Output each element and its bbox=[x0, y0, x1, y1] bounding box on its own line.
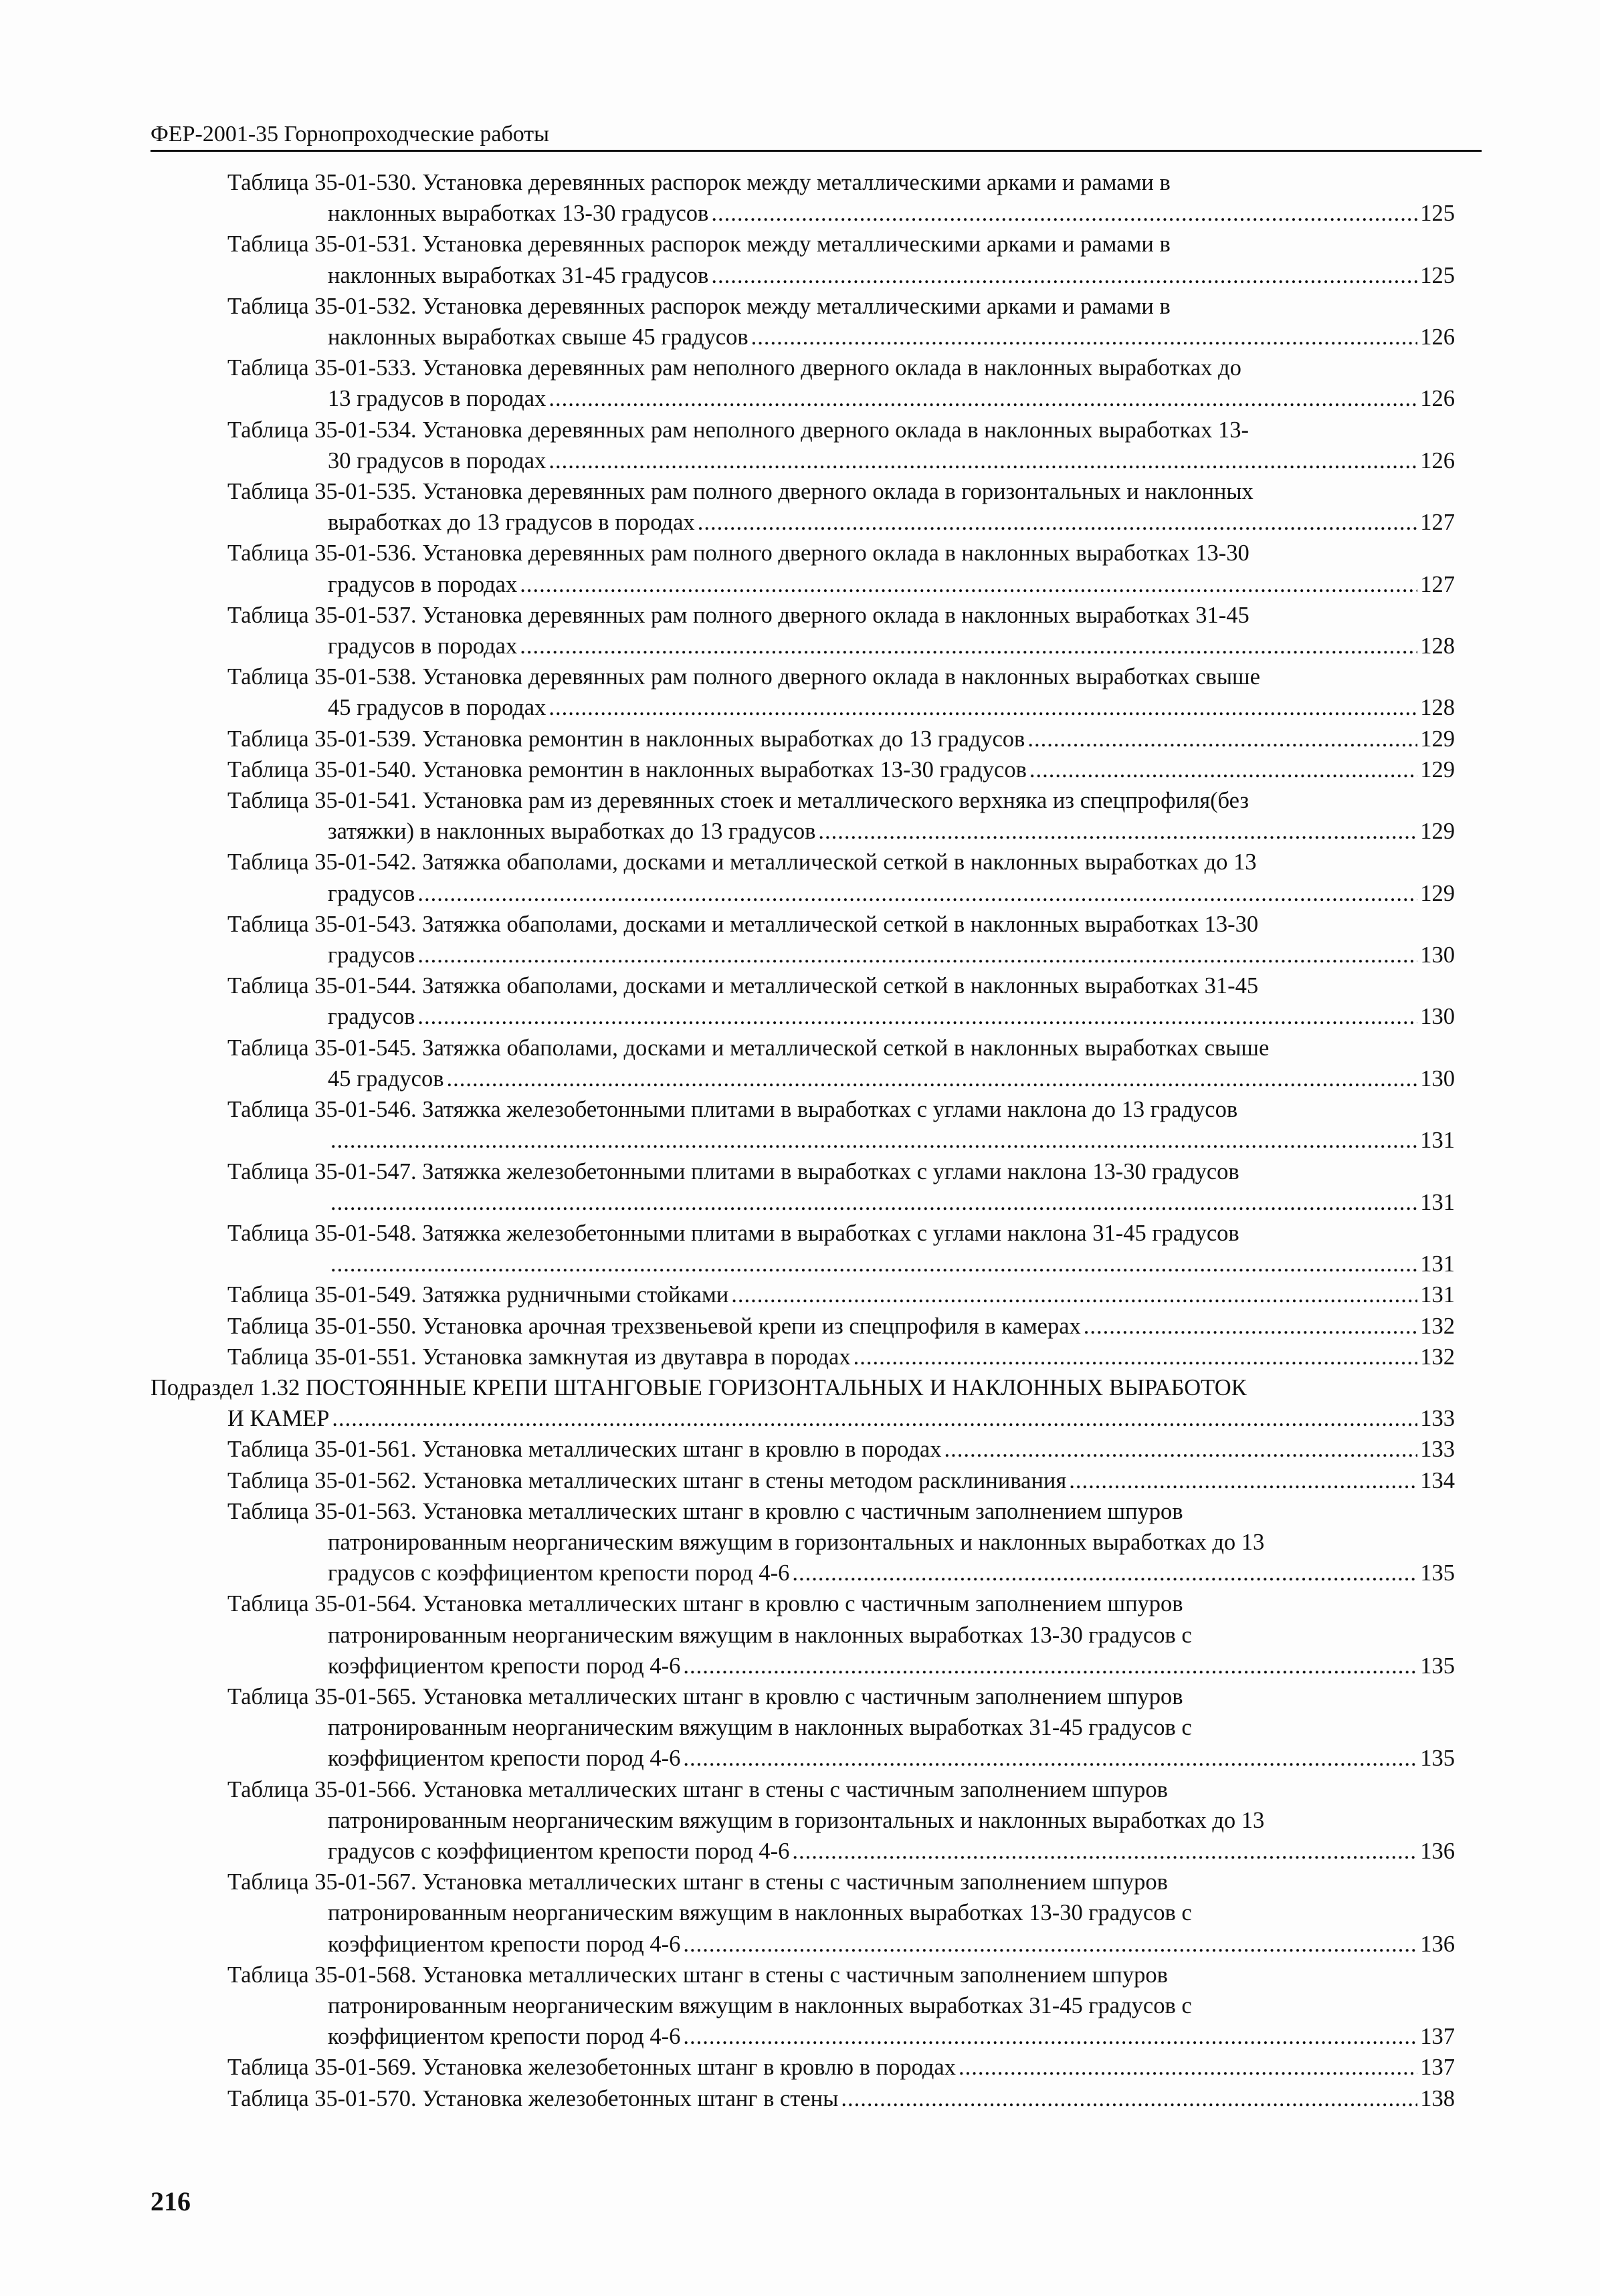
dot-leader bbox=[698, 507, 1418, 538]
dot-leader bbox=[711, 198, 1417, 229]
dot-leader bbox=[548, 383, 1417, 414]
toc-entry-text: патронированным неорганическим вяжущим в наклонных выработках 13-30 градусов с bbox=[328, 1900, 1192, 1926]
dot-leader bbox=[330, 1125, 1417, 1156]
table-of-contents bbox=[151, 167, 1455, 2114]
toc-entry-text: Таблица 35-01-533. Установка деревянных рам неполного дверного оклада в наклонных выработках до bbox=[227, 355, 1241, 381]
toc-entry-text: Таблица 35-01-561. Установка металлических штанг в кровлю в породах bbox=[227, 1437, 942, 1463]
toc-entry[interactable] bbox=[151, 724, 1455, 754]
toc-entry-text: 45 градусов bbox=[328, 1065, 444, 1091]
toc-entry-text: 13 градусов в породах bbox=[328, 386, 546, 412]
dot-leader bbox=[417, 940, 1417, 970]
toc-entry-text: Таблица 35-01-538. Установка деревянных рам полного дверного оклада в наклонных выработках свыше bbox=[227, 664, 1260, 690]
toc-entry-text: патронированным неорганическим вяжущим в горизонтальных и наклонных выработках до 13 bbox=[328, 1529, 1265, 1555]
toc-entry[interactable] bbox=[151, 970, 1455, 1032]
toc-entry-text: Таблица 35-01-546. Затяжка железобетонными плитами в выработках с углами наклона до 13 градусов bbox=[227, 1097, 1238, 1123]
toc-entry-text: градусов bbox=[328, 1004, 415, 1030]
toc-page-number: 135 bbox=[1420, 1560, 1455, 1586]
toc-entry[interactable] bbox=[151, 1681, 1455, 1774]
toc-page-number: 129 bbox=[1420, 819, 1455, 845]
toc-entry[interactable] bbox=[151, 476, 1455, 538]
dot-leader bbox=[683, 1743, 1417, 1774]
toc-entry[interactable] bbox=[151, 1960, 1455, 2053]
toc-page-number: 128 bbox=[1420, 633, 1455, 659]
toc-entry-text: Таблица 35-01-550. Установка арочная трехзвеньевой крепи из спецпрофиля в камерах bbox=[227, 1313, 1081, 1339]
dot-leader bbox=[1029, 754, 1417, 785]
toc-entry-text: Таблица 35-01-569. Установка железобетонных штанг в кровлю в породах bbox=[227, 2055, 956, 2081]
toc-entry[interactable] bbox=[151, 1311, 1455, 1342]
toc-page-number: 127 bbox=[1420, 571, 1455, 597]
toc-entry[interactable] bbox=[151, 909, 1455, 970]
toc-entry[interactable] bbox=[151, 847, 1455, 908]
toc-entry-text: патронированным неорганическим вяжущим в наклонных выработках 31-45 градусов с bbox=[328, 1715, 1192, 1741]
toc-entry-text: градусов с коэффициентом крепости пород 4-6 bbox=[328, 1838, 790, 1864]
toc-entry-text: Таблица 35-01-542. Затяжка обаполами, досками и металлической сеткой в наклонных выработках до 13 bbox=[227, 849, 1257, 875]
toc-entry[interactable] bbox=[151, 538, 1455, 599]
toc-entry[interactable] bbox=[151, 1342, 1455, 1372]
toc-entry-text: Таблица 35-01-541. Установка рам из деревянных стоек и металлического верхняка из спецпрофиля(без bbox=[227, 788, 1249, 814]
toc-page-number: 126 bbox=[1420, 386, 1455, 412]
toc-page-number: 131 bbox=[1420, 1189, 1455, 1215]
toc-entry-text: Таблица 35-01-566. Установка металлических штанг в стены с частичным заполнением шпуров bbox=[227, 1776, 1168, 1802]
toc-page-number: 130 bbox=[1420, 942, 1455, 968]
toc-entry-text: патронированным неорганическим вяжущим в наклонных выработках 13-30 градусов с bbox=[328, 1622, 1192, 1648]
toc-page-number: 131 bbox=[1420, 1128, 1455, 1154]
toc-page-number: 126 bbox=[1420, 447, 1455, 474]
toc-page-number: 129 bbox=[1420, 880, 1455, 906]
dot-leader bbox=[683, 1929, 1417, 1960]
toc-entry[interactable] bbox=[151, 352, 1455, 414]
dot-leader bbox=[711, 260, 1417, 291]
toc-section-entry[interactable] bbox=[151, 1372, 1455, 1434]
toc-page-number: 131 bbox=[1420, 1282, 1455, 1308]
dot-leader bbox=[332, 1403, 1417, 1434]
toc-entry-text: 30 градусов в породах bbox=[328, 447, 546, 474]
toc-page-number: 132 bbox=[1420, 1313, 1455, 1339]
toc-entry[interactable] bbox=[151, 1279, 1455, 1310]
toc-entry[interactable] bbox=[151, 1774, 1455, 1867]
toc-page-number: 126 bbox=[1420, 324, 1455, 350]
toc-entry[interactable] bbox=[151, 1588, 1455, 1681]
toc-entry-text: Таблица 35-01-543. Затяжка обаполами, досками и металлической сеткой в наклонных выработках 13-30 bbox=[227, 911, 1259, 937]
toc-entry-text: патронированным неорганическим вяжущим в наклонных выработках 31-45 градусов с bbox=[328, 1992, 1192, 2018]
toc-entry[interactable] bbox=[151, 167, 1455, 229]
dot-leader bbox=[548, 445, 1417, 476]
dot-leader bbox=[731, 1279, 1417, 1310]
toc-page-number: 137 bbox=[1420, 2024, 1455, 2050]
toc-entry-text: затяжки) в наклонных выработках до 13 градусов bbox=[328, 819, 816, 845]
toc-page-number: 135 bbox=[1420, 1746, 1455, 1772]
header-title: ФЕР-2001-35 Горнопроходческие работы bbox=[151, 122, 549, 146]
dot-leader bbox=[548, 692, 1417, 723]
toc-entry-text: градусов в породах bbox=[328, 633, 518, 659]
dot-leader bbox=[1027, 724, 1417, 754]
toc-entry-text: выработках до 13 градусов в породах bbox=[328, 510, 695, 536]
toc-entry[interactable] bbox=[151, 600, 1455, 661]
toc-entry-text: коэффициентом крепости пород 4-6 bbox=[328, 2024, 681, 2050]
dot-leader bbox=[792, 1836, 1417, 1867]
toc-entry[interactable] bbox=[151, 1496, 1455, 1589]
toc-page-number: 136 bbox=[1420, 1838, 1455, 1864]
toc-entry[interactable] bbox=[151, 229, 1455, 290]
toc-entry-text: Таблица 35-01-532. Установка деревянных распорок между металлическими арками и рамами в bbox=[227, 293, 1171, 319]
toc-page-number: 138 bbox=[1420, 2085, 1455, 2111]
dot-leader bbox=[1084, 1311, 1417, 1342]
dot-leader bbox=[959, 2052, 1417, 2083]
toc-entry[interactable] bbox=[151, 1094, 1455, 1156]
page-number: 216 bbox=[151, 2186, 191, 2216]
toc-entry-text: коэффициентом крепости пород 4-6 bbox=[328, 1746, 681, 1772]
toc-entry[interactable] bbox=[151, 2083, 1455, 2114]
toc-entry-text: патронированным неорганическим вяжущим в горизонтальных и наклонных выработках до 13 bbox=[328, 1807, 1265, 1833]
toc-page-number: 125 bbox=[1420, 262, 1455, 288]
toc-page-number: 129 bbox=[1420, 756, 1455, 782]
toc-entry-text: Таблица 35-01-565. Установка металлических штанг в кровлю с частичным заполнением шпуров bbox=[227, 1683, 1183, 1709]
toc-entry-text: Подраздел 1.32 ПОСТОЯННЫЕ КРЕПИ ШТАНГОВЫЕ ГОРИЗОНТАЛЬНЫХ И НАКЛОННЫХ ВЫРАБОТОК bbox=[151, 1374, 1247, 1400]
toc-entry-text: градусов с коэффициентом крепости пород 4-6 bbox=[328, 1560, 790, 1586]
dot-leader bbox=[330, 1187, 1417, 1218]
toc-entry[interactable] bbox=[151, 1218, 1455, 1279]
toc-entry-text: коэффициентом крепости пород 4-6 bbox=[328, 1653, 681, 1679]
toc-page-number: 128 bbox=[1420, 695, 1455, 721]
dot-leader bbox=[520, 631, 1417, 661]
toc-entry[interactable] bbox=[151, 754, 1455, 785]
toc-entry-text: градусов в породах bbox=[328, 571, 518, 597]
toc-entry-text: градусов bbox=[328, 880, 415, 906]
toc-entry[interactable] bbox=[151, 2052, 1455, 2083]
toc-entry-text: Таблица 35-01-537. Установка деревянных рам полного дверного оклада в наклонных выработках 31-45 bbox=[227, 602, 1249, 628]
dot-leader bbox=[841, 2083, 1417, 2114]
toc-entry-text: Таблица 35-01-536. Установка деревянных рам полного дверного оклада в наклонных выработках 13-30 bbox=[227, 540, 1249, 566]
toc-entry-text: наклонных выработках свыше 45 градусов bbox=[328, 324, 748, 350]
toc-page-number: 129 bbox=[1420, 726, 1455, 752]
page-header bbox=[151, 119, 1482, 152]
toc-page-number: 133 bbox=[1420, 1437, 1455, 1463]
dot-leader bbox=[683, 1651, 1417, 1681]
toc-entry-text: Таблица 35-01-563. Установка металлических штанг в кровлю с частичным заполнением шпуров bbox=[227, 1498, 1183, 1524]
toc-entry-text: Таблица 35-01-530. Установка деревянных распорок между металлическими арками и рамами в bbox=[227, 170, 1171, 195]
toc-page-number: 135 bbox=[1420, 1653, 1455, 1679]
toc-entry-text: Таблица 35-01-568. Установка металлических штанг в стены с частичным заполнением шпуров bbox=[227, 1962, 1168, 1988]
dot-leader bbox=[683, 2021, 1417, 2052]
toc-entry-text: Таблица 35-01-548. Затяжка железобетонными плитами в выработках с углами наклона 31-45 градусов bbox=[227, 1220, 1239, 1246]
toc-entry-text: Таблица 35-01-562. Установка металлических штанг в стены методом расклинивания bbox=[227, 1467, 1067, 1493]
toc-entry[interactable] bbox=[151, 1867, 1455, 1960]
toc-entry-text: наклонных выработках 13-30 градусов bbox=[328, 201, 709, 227]
toc-entry-text: Таблица 35-01-547. Затяжка железобетонными плитами в выработках с углами наклона 13-30 градусов bbox=[227, 1158, 1239, 1184]
toc-entry[interactable] bbox=[151, 1033, 1455, 1094]
toc-entry-text: Таблица 35-01-545. Затяжка обаполами, досками и металлической сеткой в наклонных выработках свыше bbox=[227, 1035, 1270, 1061]
toc-page-number: 133 bbox=[1420, 1406, 1455, 1432]
toc-entry[interactable] bbox=[151, 661, 1455, 723]
toc-entry-text: 45 градусов в породах bbox=[328, 695, 546, 721]
toc-entry-text: Таблица 35-01-551. Установка замкнутая из двутавра в породах bbox=[227, 1344, 851, 1370]
toc-entry-text: Таблица 35-01-549. Затяжка рудничными стойками bbox=[227, 1282, 729, 1308]
toc-page-number: 127 bbox=[1420, 510, 1455, 536]
dot-leader bbox=[944, 1434, 1417, 1465]
toc-entry-text: наклонных выработках 31-45 градусов bbox=[328, 262, 709, 288]
toc-entry[interactable] bbox=[151, 291, 1455, 352]
toc-entry-text: Таблица 35-01-544. Затяжка обаполами, досками и металлической сеткой в наклонных выработках 31-45 bbox=[227, 973, 1259, 999]
dot-leader bbox=[818, 816, 1417, 847]
toc-entry-text: И КАМЕР bbox=[227, 1406, 330, 1432]
toc-page-number: 125 bbox=[1420, 201, 1455, 227]
dot-leader bbox=[417, 1001, 1417, 1032]
toc-page-number: 130 bbox=[1420, 1004, 1455, 1030]
dot-leader bbox=[447, 1063, 1418, 1094]
toc-entry-text: Таблица 35-01-534. Установка деревянных рам неполного дверного оклада в наклонных выработках 13- bbox=[227, 417, 1249, 443]
dot-leader bbox=[330, 1249, 1417, 1279]
dot-leader bbox=[751, 322, 1418, 352]
dot-leader bbox=[417, 878, 1417, 909]
toc-entry-text: Таблица 35-01-567. Установка металлических штанг в стены с частичным заполнением шпуров bbox=[227, 1869, 1168, 1895]
toc-page-number: 134 bbox=[1420, 1467, 1455, 1493]
toc-entry[interactable] bbox=[151, 1434, 1455, 1465]
toc-entry[interactable] bbox=[151, 1156, 1455, 1218]
toc-page-number: 131 bbox=[1420, 1251, 1455, 1277]
toc-page-number: 130 bbox=[1420, 1065, 1455, 1091]
toc-entry-text: Таблица 35-01-539. Установка ремонтин в наклонных выработках до 13 градусов bbox=[227, 726, 1025, 752]
toc-page-number: 137 bbox=[1420, 2055, 1455, 2081]
dot-leader bbox=[792, 1558, 1417, 1588]
toc-entry-text: Таблица 35-01-564. Установка металлических штанг в кровлю с частичным заполнением шпуров bbox=[227, 1591, 1183, 1617]
toc-entry-text: Таблица 35-01-570. Установка железобетонных штанг в стены bbox=[227, 2085, 839, 2111]
toc-entry[interactable] bbox=[151, 415, 1455, 476]
toc-entry[interactable] bbox=[151, 1465, 1455, 1496]
dot-leader bbox=[1069, 1465, 1417, 1496]
toc-entry-text: градусов bbox=[328, 942, 415, 968]
toc-entry[interactable] bbox=[151, 785, 1455, 847]
dot-leader bbox=[854, 1342, 1418, 1372]
toc-page-number: 136 bbox=[1420, 1931, 1455, 1957]
toc-entry-text: Таблица 35-01-531. Установка деревянных распорок между металлическими арками и рамами в bbox=[227, 231, 1171, 257]
toc-entry-text: коэффициентом крепости пород 4-6 bbox=[328, 1931, 681, 1957]
dot-leader bbox=[520, 569, 1417, 600]
toc-entry-text: Таблица 35-01-535. Установка деревянных рам полного дверного оклада в горизонтальных и наклонных bbox=[227, 479, 1254, 505]
toc-page-number: 132 bbox=[1420, 1344, 1455, 1370]
toc-entry-text: Таблица 35-01-540. Установка ремонтин в наклонных выработках 13-30 градусов bbox=[227, 756, 1027, 782]
